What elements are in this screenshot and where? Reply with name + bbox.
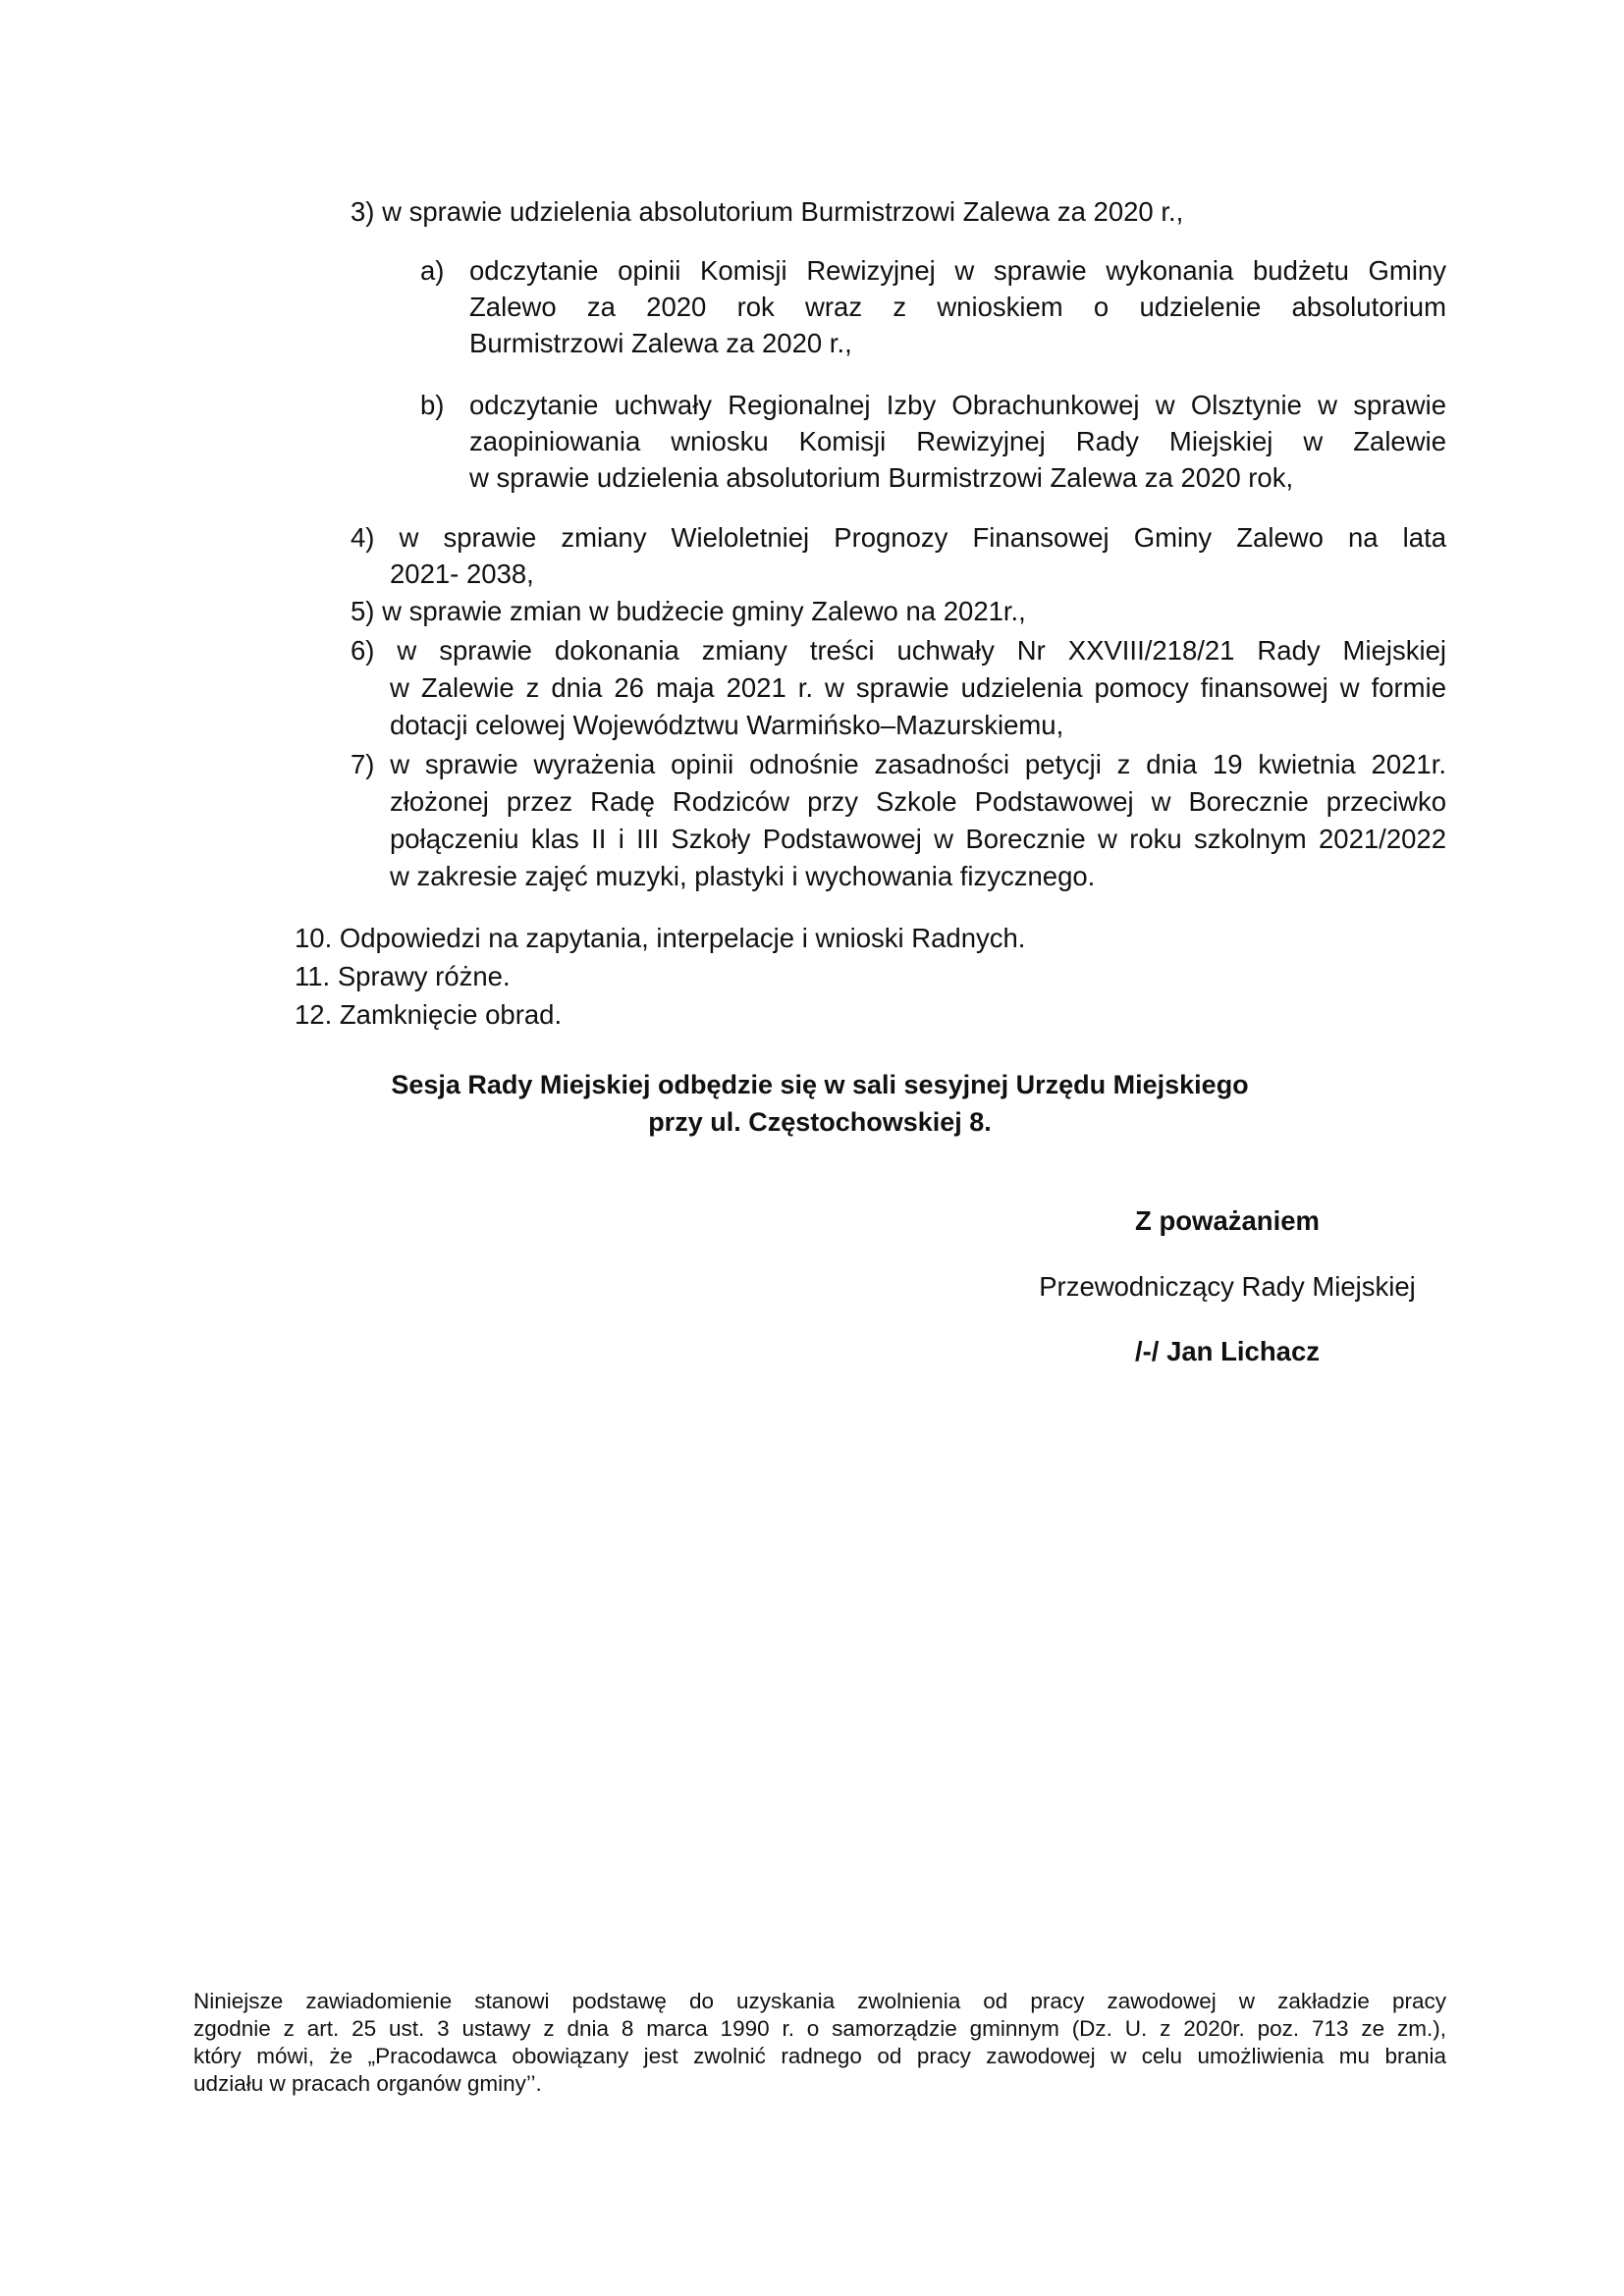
subitem-a-line: Burmistrzowi Zalewa za 2020 r., <box>469 328 852 358</box>
agenda-item-7-line: połączeniu klas II i III Szkoły Podstawowej w Borecznie w roku szkolnym 2021/2022 <box>390 824 1446 854</box>
session-note-line-1: Sesja Rady Miejskiej odbędzie się w sali sesyjnej Urzędu Miejskiego <box>391 1070 1249 1099</box>
subitem-b-line: zaopiniowania wniosku Komisji Rewizyjnej Rady Miejskiej w Zalewie <box>469 426 1446 456</box>
agenda-item-7-line: 7) w sprawie wyrażenia opinii odnośnie zasadności petycji z dnia 19 kwietnia 2021r. <box>351 749 1446 779</box>
subitem-b-line: w sprawie udzielenia absolutorium Burmistrzowi Zalewa za 2020 rok, <box>469 462 1294 493</box>
agenda-item-12: 12. Zamknięcie obrad. <box>295 999 563 1030</box>
agenda-item-3 <box>351 194 1183 230</box>
footnote-line: zgodnie z art. 25 ust. 3 ustawy z dnia 8 marca 1990 r. o samorządzie gminnym (Dz. U. z 2020r. poz. 713 ze zm.), <box>193 2016 1446 2041</box>
signature-person: Jan Lichacz <box>1166 1336 1320 1366</box>
signature-prefix: /-/ <box>1135 1336 1160 1366</box>
footnote <box>193 1988 1446 2098</box>
footnote-line: który mówi, że „Pracodawca obowiązany jest zwolnić radnego od pracy zawodowej w celu umożliwienia mu brania <box>193 2044 1446 2068</box>
subitem-b-label: b) <box>420 390 445 420</box>
item-text: w sprawie udzielenia absolutorium Burmistrzowi Zalewa za 2020 r., <box>382 196 1184 227</box>
item-number: 3) <box>351 196 375 227</box>
footnote-line: Niniejsze zawiadomienie stanowi podstawę do uzyskania zwolnienia od pracy zawodowej w zakładzie pracy <box>193 1989 1446 2013</box>
agenda-item-4-line: 2021- 2038, <box>390 559 534 589</box>
subitem-a-line: Zalewo za 2020 rok wraz z wnioskiem o udzielenie absolutorium <box>469 292 1446 322</box>
signature-greeting: Z poważaniem <box>1135 1205 1320 1236</box>
session-note-line-2: przy ul. Częstochowskiej 8. <box>648 1107 992 1137</box>
agenda-item-7-line: złożonej przez Radę Rodziców przy Szkole Podstawowej w Borecznie przeciwko <box>390 786 1446 817</box>
signature-name <box>1031 1334 1424 1369</box>
agenda-item-6-line: w Zalewie z dnia 26 maja 2021 r. w sprawie udzielenia pomocy finansowej w formie <box>390 672 1446 703</box>
subitem-a-label: a) <box>420 255 445 286</box>
subitem-b-line: odczytanie uchwały Regionalnej Izby Obrachunkowej w Olsztynie w sprawie <box>469 390 1446 420</box>
footnote-line: udziału w pracach organów gminy’’. <box>193 2071 542 2096</box>
agenda-item-6-line: 6) w sprawie dokonania zmiany treści uchwały Nr XXVIII/218/21 Rady Miejskiej <box>351 635 1446 666</box>
subitem-a-line: odczytanie opinii Komisji Rewizyjnej w sprawie wykonania budżetu Gminy <box>469 255 1446 286</box>
agenda-item-7-line: w zakresie zajęć muzyki, plastyki i wychowania fizycznego. <box>390 861 1096 891</box>
agenda-item-10: 10. Odpowiedzi na zapytania, interpelacje i wnioski Radnych. <box>295 923 1026 953</box>
agenda-item-11: 11. Sprawy różne. <box>295 961 511 991</box>
agenda-item-4-line: 4) w sprawie zmiany Wieloletniej Prognozy Finansowej Gminy Zalewo na lata <box>351 522 1446 553</box>
signature-title: Przewodniczący Rady Miejskiej <box>1039 1271 1416 1302</box>
agenda-item-5: 5) w sprawie zmian w budżecie gminy Zalewo na 2021r., <box>351 596 1026 626</box>
agenda-item-6-line: dotacji celowej Województwu Warmińsko–Mazurskiemu, <box>390 710 1064 740</box>
